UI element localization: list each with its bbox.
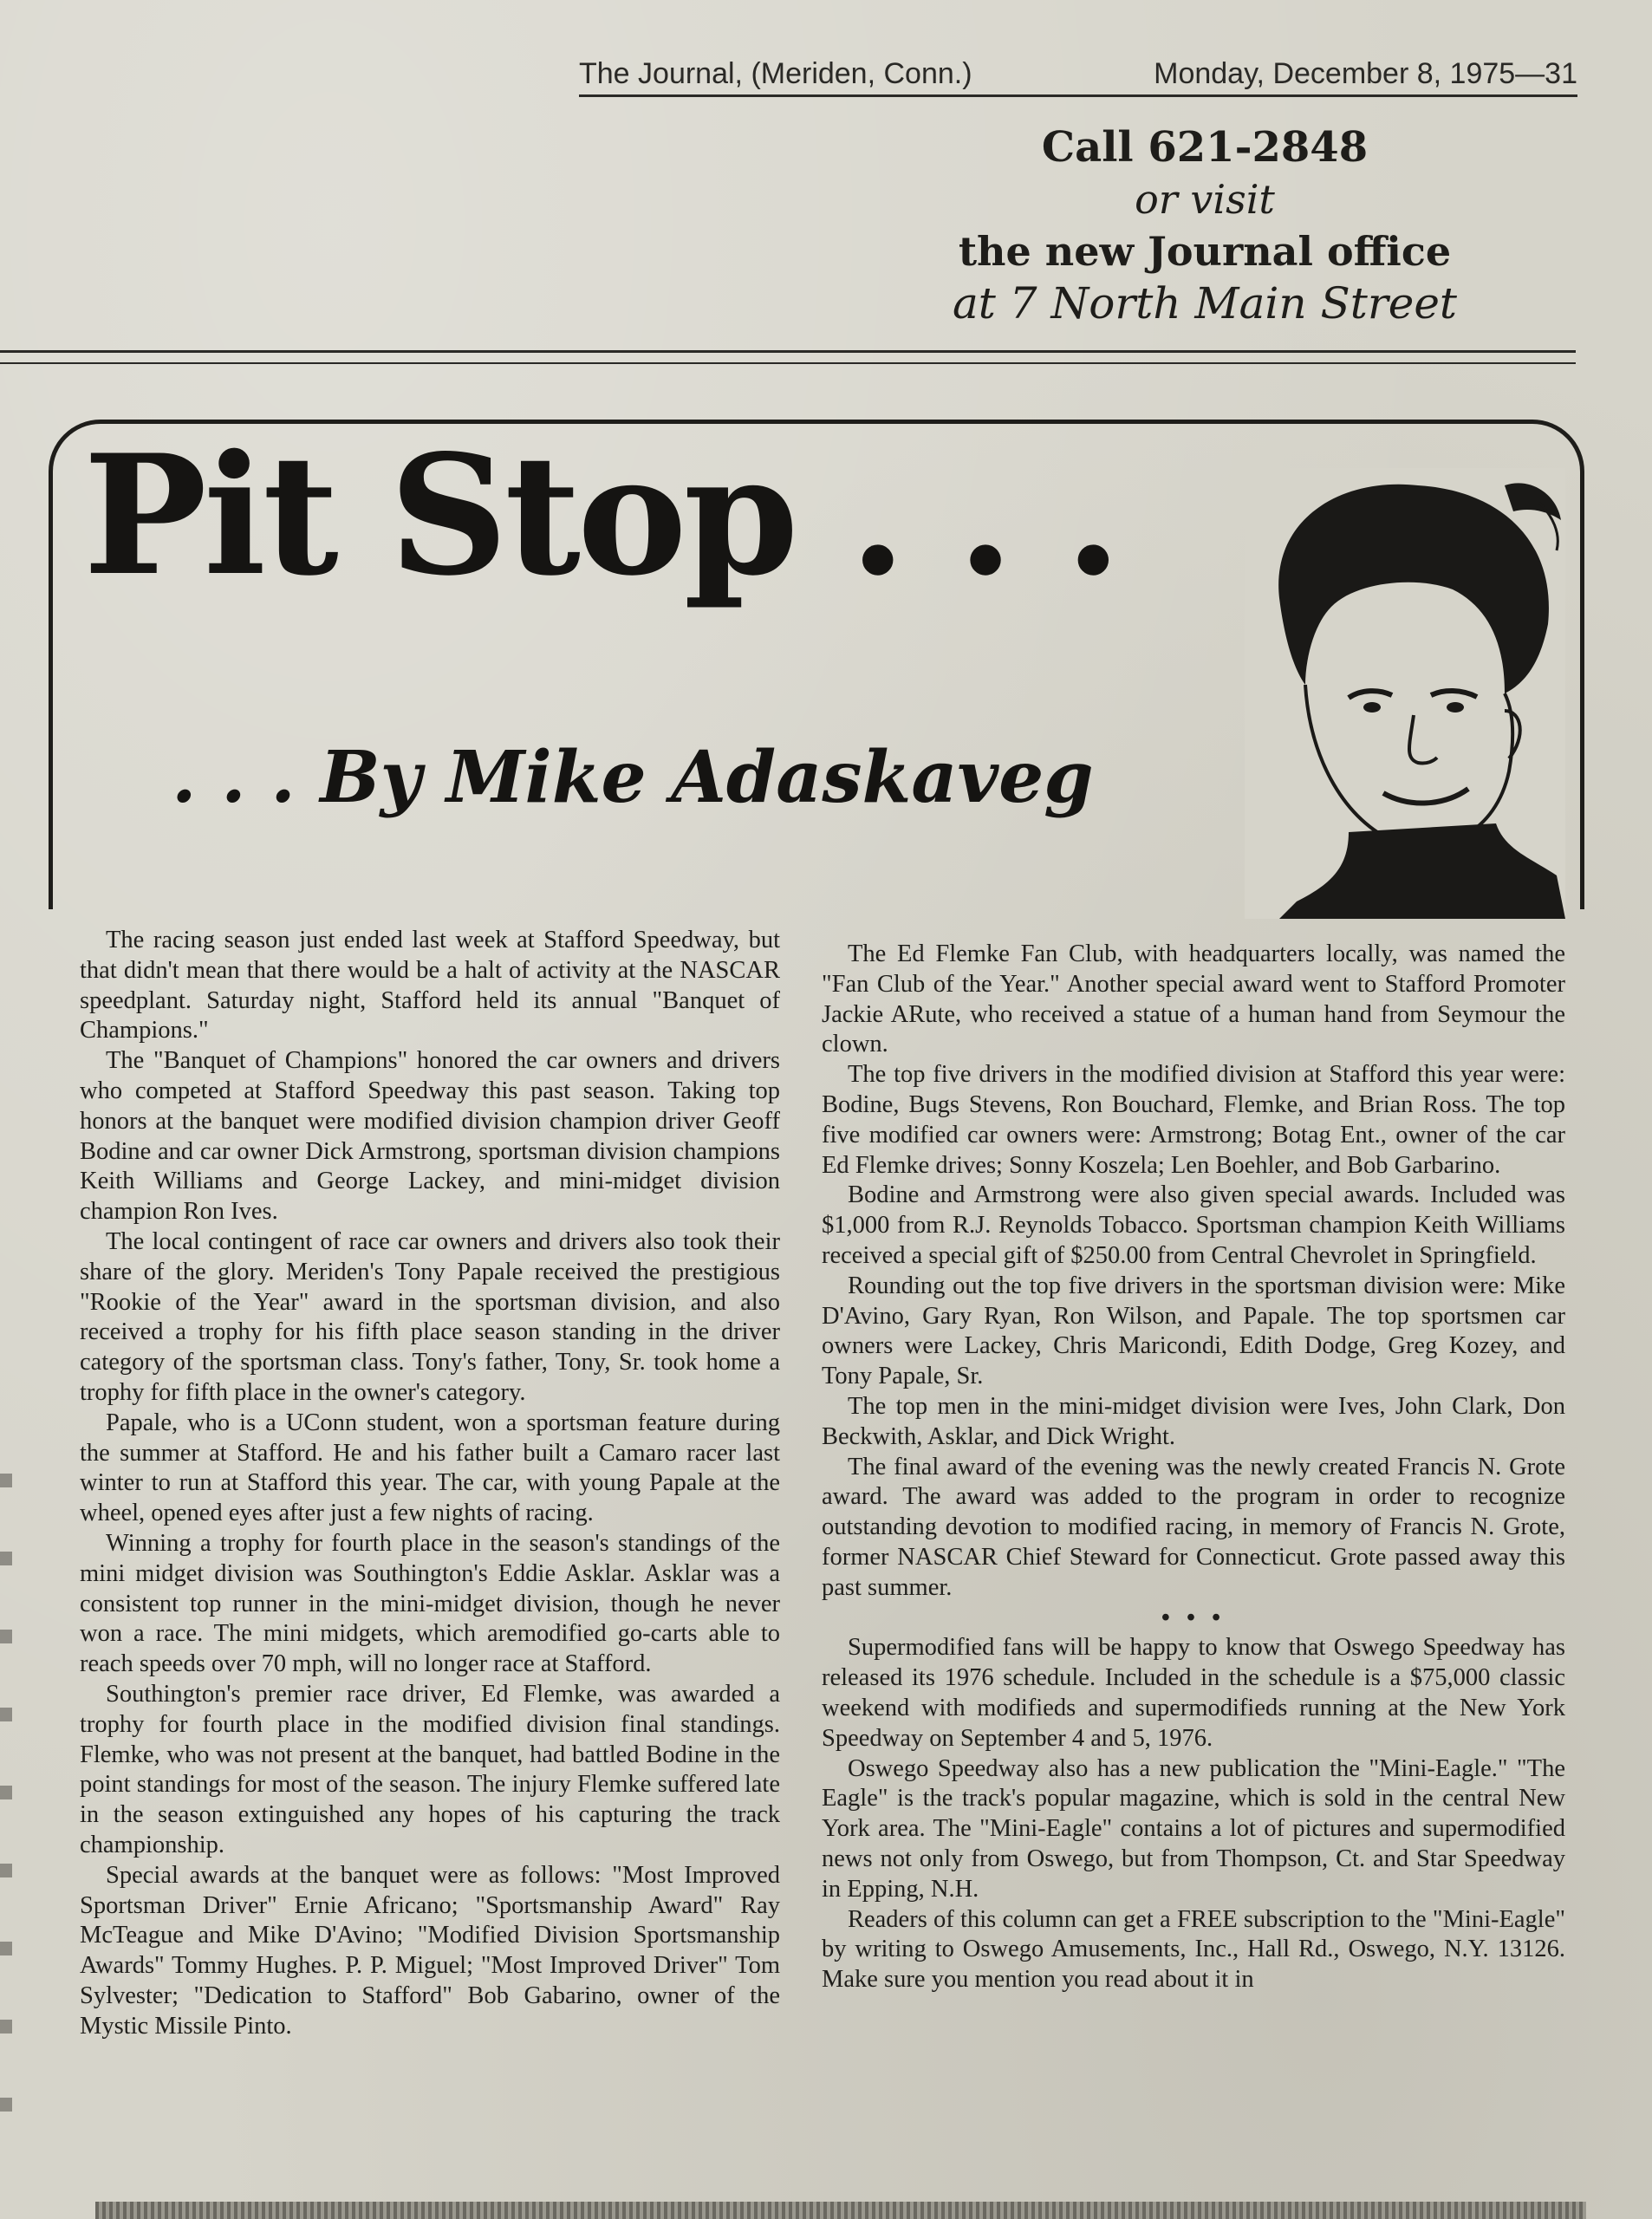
article-paragraph: The "Banquet of Champions" honored the car owners and drivers who competed at Stafford Speedway this past season. Taking top honors at the banquet were modified division champion driver Geoff Bodine and car owner Dick Armstrong, sportsman division champions Keith Williams and George Lackey, and mini-midget division champion Ron Ives. (80, 1047, 780, 1226)
page-header (579, 57, 1577, 97)
bottom-cut-strip (95, 2202, 1586, 2219)
promo-box (919, 121, 1491, 329)
article-column-left (80, 926, 780, 2041)
paper-name: The Journal, (Meriden, Conn.) (579, 57, 972, 90)
page-edge-marks (0, 1474, 12, 2167)
promo-line3: the new Journal office (958, 228, 1452, 275)
divider-rule (0, 350, 1576, 353)
article-paragraph: The racing season just ended last week at Stafford Speedway, but that didn't mean that there would be a halt of activity at the NASCAR speedplant. Saturday night, Stafford held its annual "Banquet of Champions." (80, 927, 780, 1044)
article-paragraph: The final award of the evening was the newly created Francis N. Grote award. The award was added to the program in order to recognize outstanding devotion to modified racing, in memory of Francis N. Grote, former NASCAR Chief Steward for Connecticut. Grote passed away this past summer. (822, 1453, 1565, 1601)
article-paragraph: The Ed Flemke Fan Club, with headquarters locally, was named the "Fan Club of the Year." Another special award went to Stafford Promoter Jackie ARute, who received a statue of a human hand from Seymour the clown. (822, 940, 1565, 1058)
article-column-right (822, 940, 1565, 1995)
promo-line2: or visit (1135, 176, 1275, 223)
promo-phone: Call 621-2848 (1041, 123, 1369, 172)
column-title: Pit Stop . . . (83, 419, 1119, 612)
promo-address: at 7 North Main Street (952, 278, 1458, 329)
article-paragraph: Southington's premier race driver, Ed Flemke, was awarded a trophy for fourth place in the modified division final standings. Flemke, who was not present at the banquet, had battled Bodine in the point standings for most of the season. The injury Flemke suffered late in the season extinguished any hopes of his capturing the track championship. (80, 1680, 780, 1858)
article-paragraph: The top five drivers in the modified division at Stafford this year were: Bodine, Bugs Stevens, Ron Bouchard, Flemke, and Brian Ross. The top five modified car owners were: Armstrong; Botag Ent., owner of the car Ed Flemke drives; Sonny Koszela; Len Boehler, and Bob Garbarino. (822, 1061, 1565, 1179)
article-paragraph: The local contingent of race car owners and drivers also took their share of the glory. Meriden's Tony Papale received the prestigious "Rookie of the Year" award in the sportsman division, and also received a trophy for his fifth place season standing in the driver category of the sportsman class. Tony's father, Tony, Sr. took home a trophy for fifth place in the owner's category. (80, 1227, 780, 1406)
article-paragraph: Oswego Speedway also has a new publication the "Mini-Eagle." "The Eagle" is the track's popular magazine, which is sold in the central New York area. The "Mini-Eagle" contains a lot of pictures and supermodified news not only from Oswego, but from Thompson, Ct. and Star Speedway in Epping, N.H. (822, 1754, 1565, 1903)
article-paragraph: Special awards at the banquet were as follows: "Most Improved Sportsman Driver" Ernie Africano; "Sportsmanship Award" Ray McTeague and Mike D'Avino; "Modified Division Sportsmanship Awards" Tommy Hughes. P. P. Miguel; "Most Improved Driver" Tom Sylvester; "Dedication to Stafford" Bob Gabarino, owner of the Mystic Missile Pinto. (80, 1861, 780, 2040)
article-paragraph: The top men in the mini-midget division were Ives, John Clark, Don Beckwith, Asklar, and Dick Wright. (822, 1392, 1565, 1450)
article-paragraph: Rounding out the top five drivers in the sportsman division were: Mike D'Avino, Gary Ryan, Ron Wilson, and Papale. The top sportsmen car owners were Lackey, Chris Maricondi, Edith Dodge, Greg Kozey, and Tony Papale, Sr. (822, 1272, 1565, 1390)
article-paragraph: Supermodified fans will be happy to know that Oswego Speedway has released its 1976 schedule. Included in the schedule is a $75,000 classic weekend with modifieds and supermodifieds running at the New York Speedway on September 4 and 5, 1976. (822, 1634, 1565, 1752)
dateline: Monday, December 8, 1975—31 (1154, 57, 1577, 90)
columnist-portrait (1245, 468, 1565, 919)
article-paragraph: Readers of this column can get a FREE subscription to the "Mini-Eagle" by writing to Oswego Amusements, Inc., Hall Rd., Oswego, N.Y. 13126. Make sure you mention you read about it in (822, 1905, 1565, 1994)
divider-rule-thin (0, 362, 1576, 364)
article-paragraph: Papale, who is a UConn student, won a sportsman feature during the summer at Stafford. He and his father built a Camaro racer last winter to run at Stafford this year. The car, with young Papale at the wheel, opened eyes after just a few nights of racing. (80, 1409, 780, 1527)
column-byline: . . . By Mike Adaskaveg (172, 736, 1094, 819)
article-paragraph: Bodine and Armstrong were also given special awards. Included was $1,000 from R.J. Reynolds Tobacco. Sportsman champion Keith Williams received a special gift of $250.00 from Central Chevrolet in Springfield. (822, 1181, 1565, 1269)
section-separator: • • • (1161, 1604, 1226, 1631)
article-paragraph: Winning a trophy for fourth place in the season's standings of the mini midget division was Southington's Eddie Asklar. Asklar was a consistent top runner in the mini-midget division, though he never won a race. The mini midgets, which aremodified go-carts able to reach speeds over 70 mph, will no longer race at Stafford. (80, 1529, 780, 1678)
